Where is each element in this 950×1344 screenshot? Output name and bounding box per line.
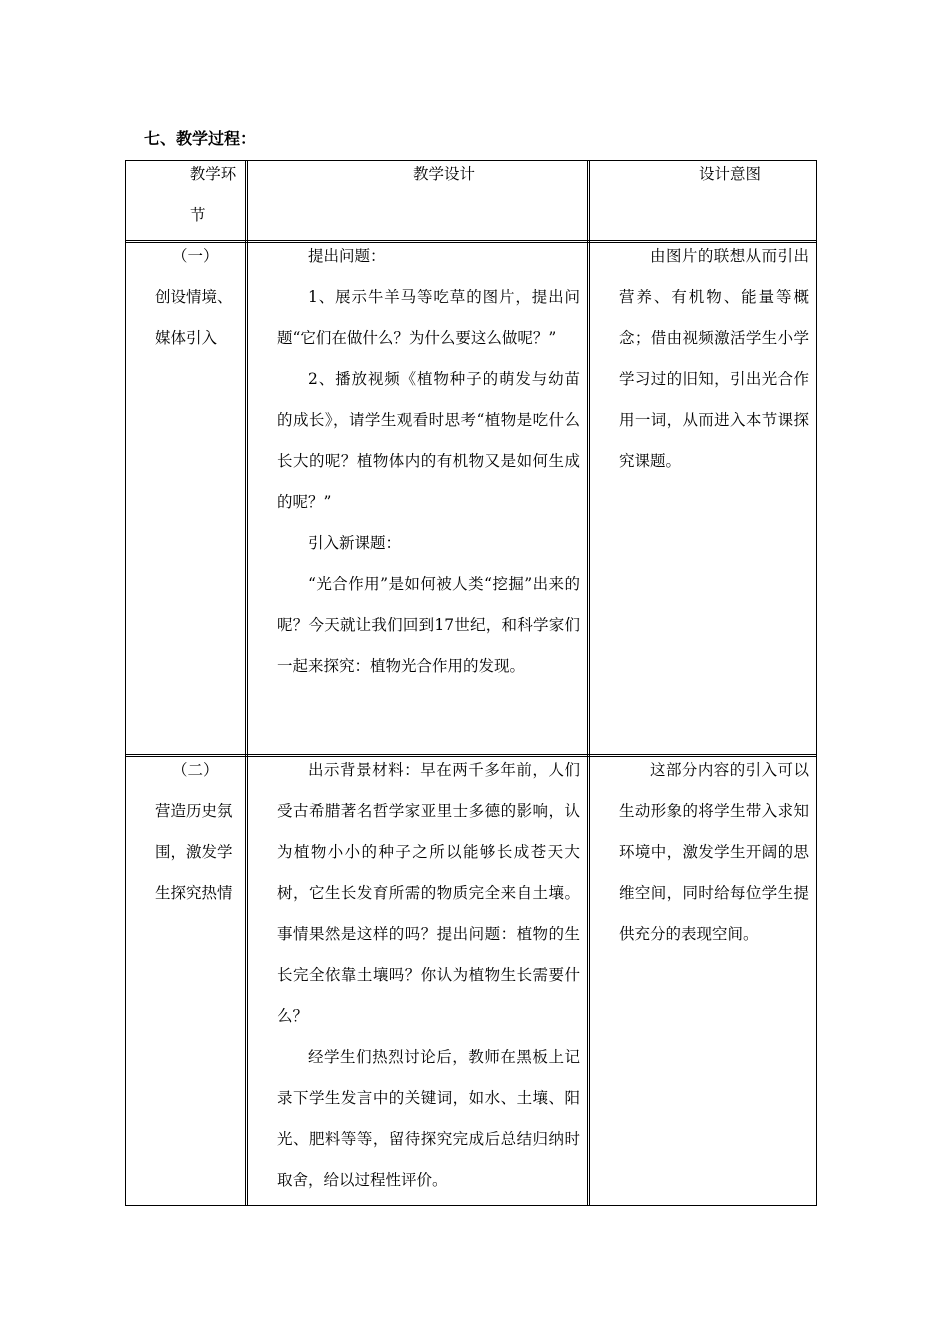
section-heading: 七、教学过程： [144,129,257,148]
header-stage-line1: 教学环 [189,165,237,183]
row1-design-para: “光合作用”是如何被人类“挖掘”出来的呢？今天就让我们回到17世纪，和科学家们一起来探究：植物光合作用的发现。 [277,575,580,675]
header-stage-line2: 节 [190,206,206,224]
row2-stage-line1: 营造历史氛 [155,802,233,820]
row1-design-para: 1、展示牛羊马等吃草的图片，提出问题“它们在做什么？为什么要这么做呢？” [277,288,580,347]
row2-stage-line2: 围，激发学 [155,843,233,861]
header-design: 教学设计 [412,165,475,183]
row1-number: （一） [172,247,219,265]
row1-design-para: 提出问题： [308,247,386,265]
row1-stage-line2: 媒体引入 [155,329,218,347]
row1-intent-cell [619,236,809,482]
header-intent: 设计意图 [698,165,761,183]
row1-design-cell [277,236,580,687]
row1-intent-text: 由图片的联想从而引出营养、有机物、能量等概念；借由视频激活学生小学学习过的旧知，引出光合作用一词，从而进入本节课探究课题。 [619,247,809,470]
row2-design-para: 出示背景材料：早在两千多年前，人们受古希腊著名哲学家亚里士多德的影响，认为植物小小的种子之所以能够长成苍天大树，它生长发育所需的物质完全来自土壤。事情果然是这样的吗？提出问题：植物的生长完全依靠土壤吗？你认为植物生长需要什么？ [277,761,580,1025]
row2-design-cell [277,750,580,1201]
row1-design-para: 引入新课题： [308,534,402,552]
column-divider-1 [245,161,248,1205]
row2-design-para: 经学生们热烈讨论后，教师在黑板上记录下学生发言中的关键词，如水、土壤、阳光、肥料等等，留待探究完成后总结归纳时取舍，给以过程性评价。 [277,1048,580,1189]
column-divider-2 [587,161,590,1205]
row2-number: （二） [172,761,219,779]
row2-intent-cell [619,750,809,955]
row1-stage-line1: 创设情境、 [155,288,233,306]
row2-stage-line3: 生探究热情 [155,884,233,902]
row1-design-para: 2、播放视频《植物种子的萌发与幼苗的成长》，请学生观看时思考“植物是吃什么长大的呢？植物体内的有机物又是如何生成的呢？” [277,370,580,511]
row2-intent-text: 这部分内容的引入可以生动形象的将学生带入求知环境中，激发学生开阔的思维空间，同时给每位学生提供充分的表现空间。 [619,761,809,943]
